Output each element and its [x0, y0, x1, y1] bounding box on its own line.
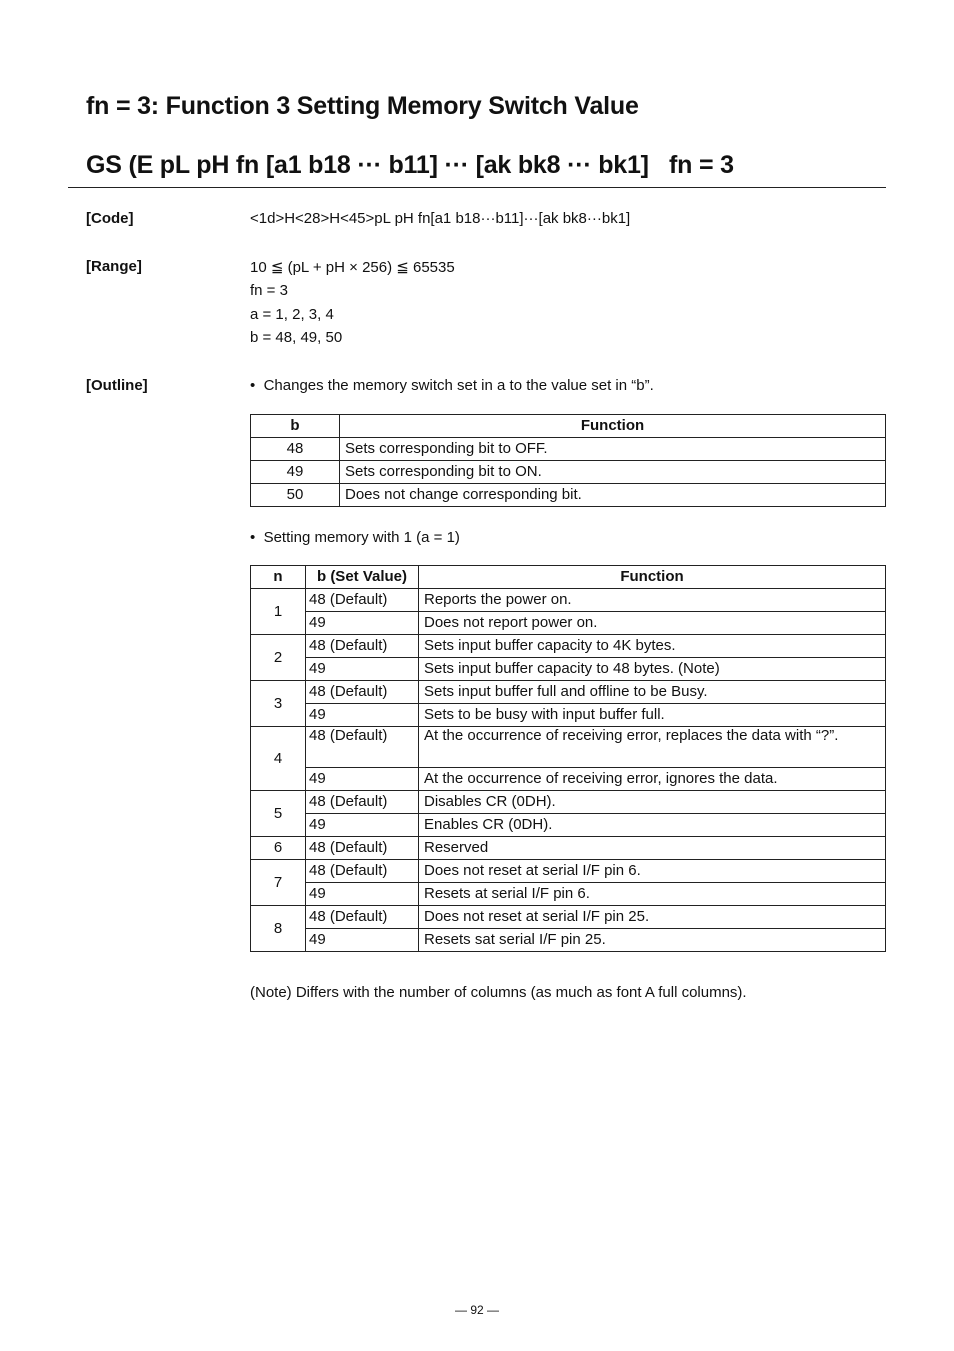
table-row: [251, 461, 886, 484]
range-label: [Range]: [86, 258, 142, 275]
table-row: [251, 860, 886, 883]
b-cell: 48: [251, 438, 340, 461]
column-header: n: [251, 566, 306, 589]
set-value-cell: 48 (Default): [306, 837, 419, 860]
function-cell: Sets corresponding bit to ON.: [340, 461, 886, 484]
memory-switch-table: [250, 565, 886, 952]
range-line: b = 48, 49, 50: [250, 329, 343, 346]
function-cell: Does not change corresponding bit.: [340, 484, 886, 507]
range-line: a = 1, 2, 3, 4: [250, 306, 334, 323]
function-cell: At the occurrence of receiving error, ignores the data.: [419, 768, 886, 791]
n-cell: 2: [251, 635, 306, 681]
function-cell: Reports the power on.: [419, 589, 886, 612]
table-row: [251, 883, 886, 906]
column-header: b (Set Value): [306, 566, 419, 589]
column-header: Function: [340, 415, 886, 438]
function-cell: Sets input buffer capacity to 48 bytes. (Note): [419, 658, 886, 681]
set-value-cell: 48 (Default): [306, 860, 419, 883]
b-cell: 50: [251, 484, 340, 507]
code-value: <1d>H<28>H<45>pL pH fn[a1 b18···b11]···[ak bk8···bk1]: [250, 210, 631, 227]
table-row: [251, 837, 886, 860]
function-cell: Disables CR (0DH).: [419, 791, 886, 814]
set-value-cell: 49: [306, 768, 419, 791]
outline-bullet: • Setting memory with 1 (a = 1): [250, 529, 460, 546]
page-title: fn = 3: Function 3 Setting Memory Switch Value: [86, 92, 639, 120]
function-cell: Sets input buffer full and offline to be Busy.: [419, 681, 886, 704]
n-cell: 1: [251, 589, 306, 635]
function-cell: Sets input buffer capacity to 4K bytes.: [419, 635, 886, 658]
set-value-cell: 49: [306, 704, 419, 727]
table-row: [251, 791, 886, 814]
function-cell: Enables CR (0DH).: [419, 814, 886, 837]
table-row: [251, 438, 886, 461]
table-row: [251, 658, 886, 681]
table-row: [251, 484, 886, 507]
set-value-cell: 49: [306, 612, 419, 635]
function-cell: Reserved: [419, 837, 886, 860]
function-cell: Resets sat serial I/F pin 25.: [419, 929, 886, 952]
set-value-cell: 49: [306, 814, 419, 837]
function-cell: Does not reset at serial I/F pin 6.: [419, 860, 886, 883]
range-line: 10 ≦ (pL + pH × 256) ≦ 65535: [250, 259, 455, 276]
b-value-table: [250, 414, 886, 507]
table-row: [251, 929, 886, 952]
n-cell: 4: [251, 727, 306, 791]
table-row: [251, 635, 886, 658]
page-number: — 92 —: [454, 1303, 499, 1317]
outline-label: [Outline]: [86, 377, 148, 394]
n-cell: 6: [251, 837, 306, 860]
set-value-cell: 48 (Default): [306, 589, 419, 612]
footnote: (Note) Differs with the number of columns (as much as font A full columns).: [250, 984, 747, 1001]
set-value-cell: 48 (Default): [306, 681, 419, 704]
outline-bullet: • Changes the memory switch set in a to the value set in “b”.: [250, 377, 654, 394]
table-header-row: [251, 566, 886, 589]
b-cell: 49: [251, 461, 340, 484]
function-cell: At the occurrence of receiving error, replaces the data with “?”.: [419, 727, 886, 768]
table-row: [251, 589, 886, 612]
function-cell: Resets at serial I/F pin 6.: [419, 883, 886, 906]
command-heading: GS (E pL pH fn [a1 b18 ··· b11] ··· [ak bk8 ··· bk1] fn = 3: [86, 151, 734, 179]
function-cell: Sets corresponding bit to OFF.: [340, 438, 886, 461]
set-value-cell: 49: [306, 929, 419, 952]
set-value-cell: 48 (Default): [306, 635, 419, 658]
set-value-cell: 48 (Default): [306, 791, 419, 814]
range-line: fn = 3: [250, 282, 288, 299]
n-cell: 3: [251, 681, 306, 727]
column-header: b: [251, 415, 340, 438]
set-value-cell: 49: [306, 883, 419, 906]
table-row: [251, 681, 886, 704]
code-label: [Code]: [86, 210, 134, 227]
table-row: [251, 814, 886, 837]
table-row: [251, 727, 886, 768]
column-header: Function: [419, 566, 886, 589]
n-cell: 5: [251, 791, 306, 837]
function-cell: Does not report power on.: [419, 612, 886, 635]
function-cell: Does not reset at serial I/F pin 25.: [419, 906, 886, 929]
table-row: [251, 768, 886, 791]
set-value-cell: 48 (Default): [306, 906, 419, 929]
n-cell: 7: [251, 860, 306, 906]
set-value-cell: 49: [306, 658, 419, 681]
table-row: [251, 704, 886, 727]
function-cell: Sets to be busy with input buffer full.: [419, 704, 886, 727]
set-value-cell: 48 (Default): [306, 727, 419, 768]
heading-divider: [68, 187, 886, 188]
table-row: [251, 612, 886, 635]
n-cell: 8: [251, 906, 306, 952]
table-header-row: [251, 415, 886, 438]
table-row: [251, 906, 886, 929]
